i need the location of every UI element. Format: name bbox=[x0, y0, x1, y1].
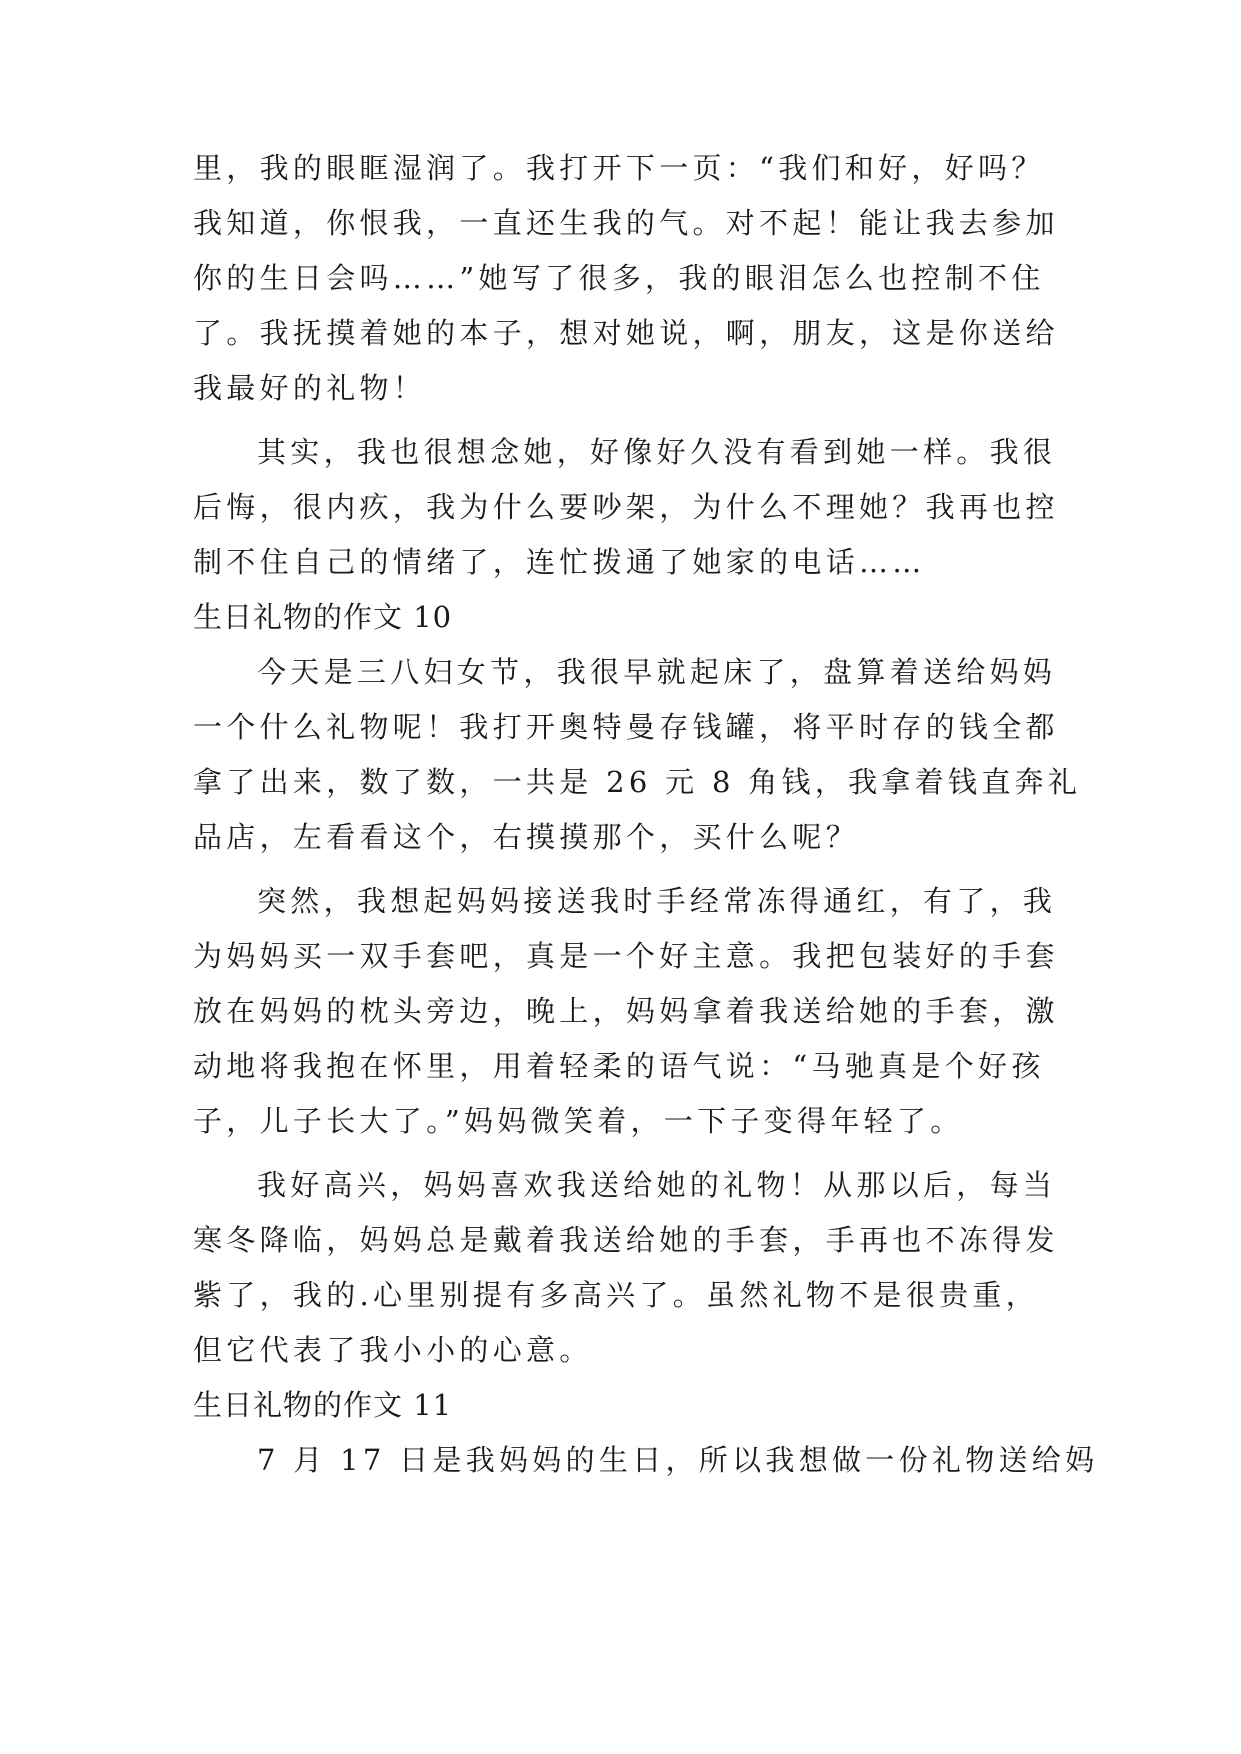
section-heading: 生日礼物的作文 11 bbox=[193, 1388, 453, 1422]
paragraph-first-line: 7 月 17 日是我妈妈的生日，所以我想做一份礼物送给妈 bbox=[257, 1443, 1099, 1477]
text-line: 为妈妈买一双手套吧，真是一个好主意。我把包装好的手套 bbox=[193, 939, 1059, 973]
text-line: 寒冬降临，妈妈总是戴着我送给她的手套，手再也不冻得发 bbox=[193, 1223, 1059, 1257]
text-line: 后悔，很内疚，我为什么要吵架，为什么不理她？我再也控 bbox=[193, 490, 1059, 524]
section-heading: 生日礼物的作文 10 bbox=[193, 600, 453, 634]
text-line: 但它代表了我小小的心意。 bbox=[193, 1333, 593, 1367]
text-line: 品店，左看看这个，右摸摸那个，买什么呢？ bbox=[193, 820, 860, 854]
text-line: 你的生日会吗……”她写了很多，我的眼泪怎么也控制不住 bbox=[193, 261, 1045, 295]
text-line: 制不住自己的情绪了，连忙拨通了她家的电话…… bbox=[193, 545, 926, 579]
text-line: 我最好的礼物！ bbox=[193, 371, 427, 405]
text-line: 动地将我抱在怀里，用着轻柔的语气说：“马驰真是个好孩 bbox=[193, 1049, 1045, 1083]
text-line: 紫了，我的.心里别提有多高兴了。虽然礼物不是很贵重， bbox=[193, 1278, 1040, 1312]
text-line: 我知道，你恨我，一直还生我的气。对不起！能让我去参加 bbox=[193, 206, 1059, 240]
text-line: 了。我抚摸着她的本子，想对她说，啊，朋友，这是你送给 bbox=[193, 316, 1059, 350]
paragraph-first-line: 其实，我也很想念她，好像好久没有看到她一样。我很 bbox=[257, 435, 1057, 469]
text-line: 拿了出来，数了数，一共是 26 元 8 角钱，我拿着钱直奔礼 bbox=[193, 765, 1082, 799]
text-line: 里，我的眼眶湿润了。我打开下一页：“我们和好，好吗？ bbox=[193, 151, 1045, 185]
paragraph-first-line: 突然，我想起妈妈接送我时手经常冻得通红，有了，我 bbox=[257, 884, 1057, 918]
paragraph-first-line: 我好高兴，妈妈喜欢我送给她的礼物！从那以后，每当 bbox=[257, 1168, 1057, 1202]
paragraph-first-line: 今天是三八妇女节，我很早就起床了，盘算着送给妈妈 bbox=[257, 655, 1057, 689]
text-line: 一个什么礼物呢！我打开奥特曼存钱罐，将平时存的钱全都 bbox=[193, 710, 1059, 744]
text-line: 子，儿子长大了。”妈妈微笑着，一下子变得年轻了。 bbox=[193, 1104, 964, 1138]
text-line: 放在妈妈的枕头旁边，晚上，妈妈拿着我送给她的手套，激 bbox=[193, 994, 1059, 1028]
